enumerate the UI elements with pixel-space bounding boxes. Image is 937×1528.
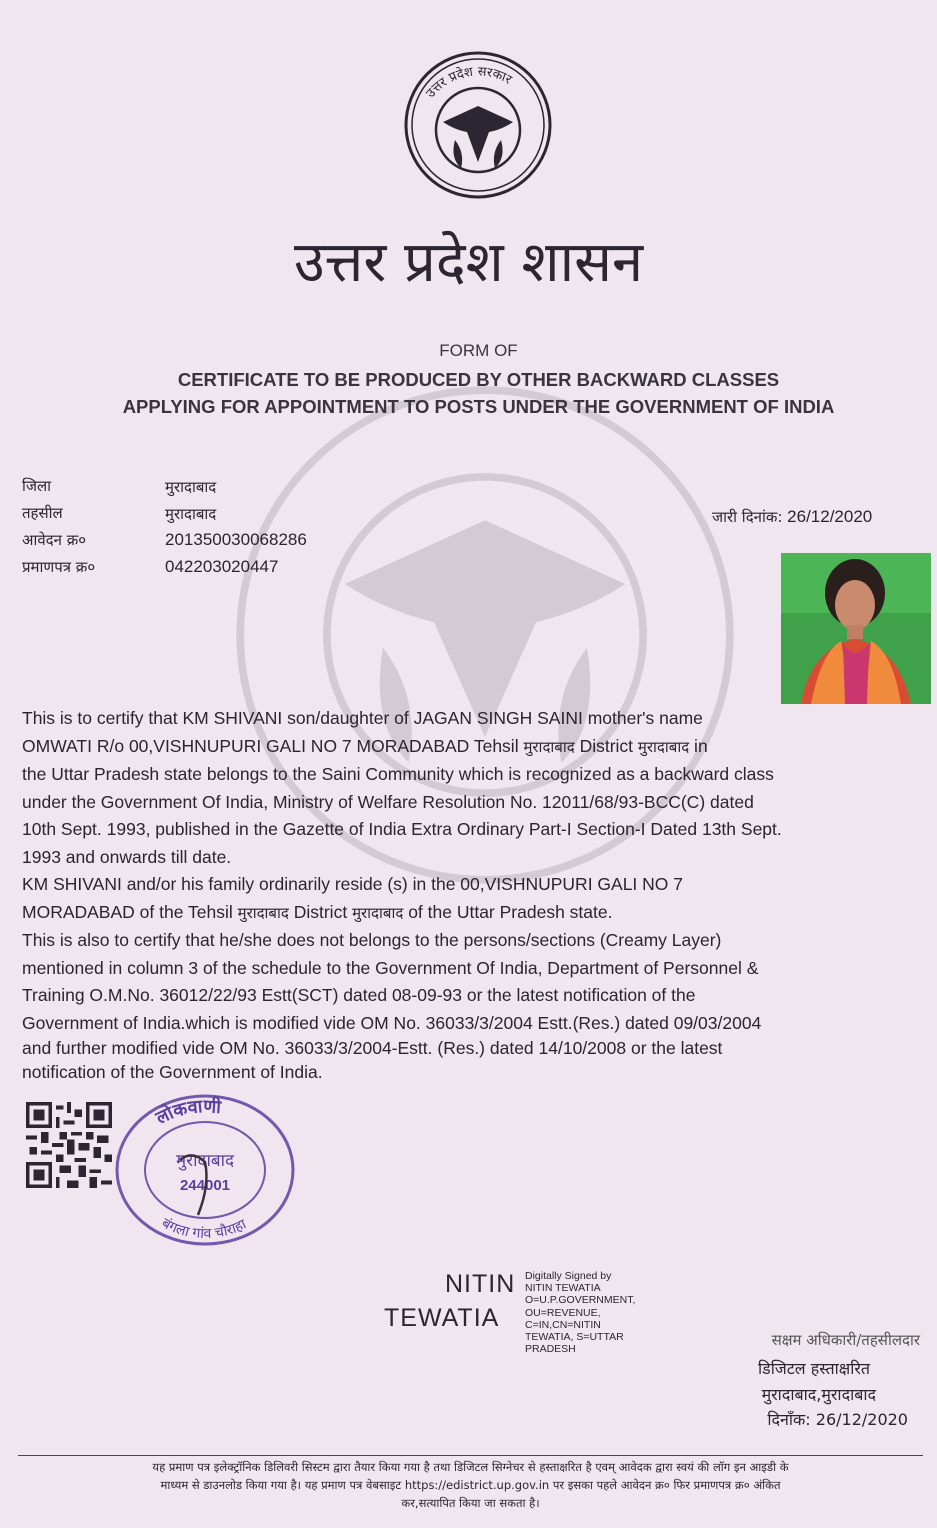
tehsil-stamp — [110, 1090, 300, 1250]
footer-note: यह प्रमाण पत्र इलेक्ट्रॉनिक डिलिवरी सिस्टम द्वारा तैयार किया गया है तथा डिजिटल सिग्नेचर से हस्ताक्षरित है एवम् आवेदक द्वारा स्वयं की लॉग इन आइडी के माध्यम से डाउनलोड किया गया है। यह प्रमाण पत्र वेबसाइट https://edistrict.up.gov.in पर इसका पहले आवेदन क्र० फिर प्रमाणपत्र क्र० अंकित कर,सत्यापित किया जा सकता है। — [152, 1460, 789, 1510]
tehsil-value: मुरादाबाद — [165, 505, 217, 523]
stamp-number: 244001 — [179, 1177, 231, 1194]
application-number: 201350030068286 — [165, 530, 307, 549]
stamp-center-text: मुरादाबाद — [175, 1151, 235, 1171]
body-line: Government of India.which is modified vide OM No. 36033/3/2004 Estt.(Res.) dated 09/03/2004 — [22, 1012, 762, 1033]
district-label: जिला — [22, 477, 52, 495]
body-line: OMWATI R/o 00,VISHNUPURI GALI NO 7 MORADABAD Tehsil मुरादाबाद District मुरादाबाद in — [22, 735, 708, 756]
issue-date-label: जारी दिनांक: — [712, 508, 783, 526]
stamp-bottom-text: बंगला गांव चौराहा — [158, 1215, 249, 1243]
emblem-text: उत्तर प्रदेश सरकार — [423, 64, 515, 102]
up-government-emblem-icon — [403, 50, 553, 200]
applicant-photo — [781, 553, 931, 704]
body-line: Training O.M.No. 36012/22/93 Estt(SCT) dated 08-09-93 or the latest notification of the — [22, 985, 696, 1005]
issue-date-block — [712, 507, 872, 527]
certificate-heading-line1: CERTIFICATE TO BE PRODUCED BY OTHER BACKWARD CLASSES — [177, 369, 780, 390]
signer-first-name: NITIN — [445, 1270, 516, 1298]
body-line: mentioned in column 3 of the schedule to the Government Of India, Department of Personnel & — [22, 957, 759, 978]
certificate-heading-line2: APPLYING FOR APPOINTMENT TO POSTS UNDER THE GOVERNMENT OF INDIA — [122, 396, 835, 417]
district-value: मुरादाबाद — [165, 478, 217, 496]
form-of-heading: FORM OF — [439, 341, 518, 360]
officer-location: मुरादाबाद,मुरादाबाद — [761, 1385, 876, 1404]
body-line: 10th Sept. 1993, published in the Gazette of India Extra Ordinary Part-I Section-I Dated 13th Sept. — [22, 819, 782, 839]
body-line: under the Government Of India, Ministry of Welfare Resolution No. 12011/68/93-BCC(C) dated — [22, 791, 754, 812]
signer-last-name: TEWATIA — [384, 1304, 500, 1332]
application-label: आवेदन क्र० — [22, 531, 87, 549]
body-line: 1993 and onwards till date. — [22, 846, 232, 867]
body-line: MORADABAD of the Tehsil मुरादाबाद District मुरादाबाद of the Uttar Pradesh state. — [22, 901, 613, 922]
qr-code-icon — [23, 1102, 115, 1188]
digital-signature-details: Digitally Signed by NITIN TEWATIA O=U.P.GOVERNMENT, OU=REVENUE, C=IN,CN=NITIN TEWATIA, S=UTTAR PRADESH — [525, 1270, 636, 1356]
body-line: notification of the Government of India. — [22, 1062, 323, 1082]
body-line: This is also to certify that he/she does not belongs to the persons/sections (Creamy Layer) — [22, 930, 722, 950]
body-line: This is to certify that KM SHIVANI son/daughter of JAGAN SINGH SAINI mother's name — [22, 708, 703, 728]
certificate-body — [22, 705, 927, 1087]
certificate-number: 042203020447 — [165, 557, 279, 576]
stamp-top-text: लोकवाणी — [152, 1095, 222, 1129]
officer-digital-signed: डिजिटल हस्ताक्षरित — [758, 1359, 870, 1378]
government-title: उत्तर प्रदेश शासन — [293, 230, 644, 295]
body-line: the Uttar Pradesh state belongs to the Saini Community which is recognized as a backward class — [22, 764, 774, 784]
certificate-label: प्रमाणपत्र क्र० — [22, 558, 96, 576]
footer-divider — [18, 1455, 923, 1456]
body-line: KM SHIVANI and/or his family ordinarily reside (s) in the 00,VISHNUPURI GALI NO 7 — [22, 874, 684, 894]
officer-designation: सक्षम अधिकारी/तहसीलदार — [771, 1331, 920, 1349]
body-line: and further modified vide OM No. 36033/3/2004-Estt. (Res.) dated 14/10/2008 or the latest — [22, 1038, 723, 1058]
tehsil-label: तहसील — [22, 504, 63, 522]
officer-date: दिनाँक: 26/12/2020 — [767, 1410, 908, 1429]
issue-date: 26/12/2020 — [787, 507, 873, 526]
